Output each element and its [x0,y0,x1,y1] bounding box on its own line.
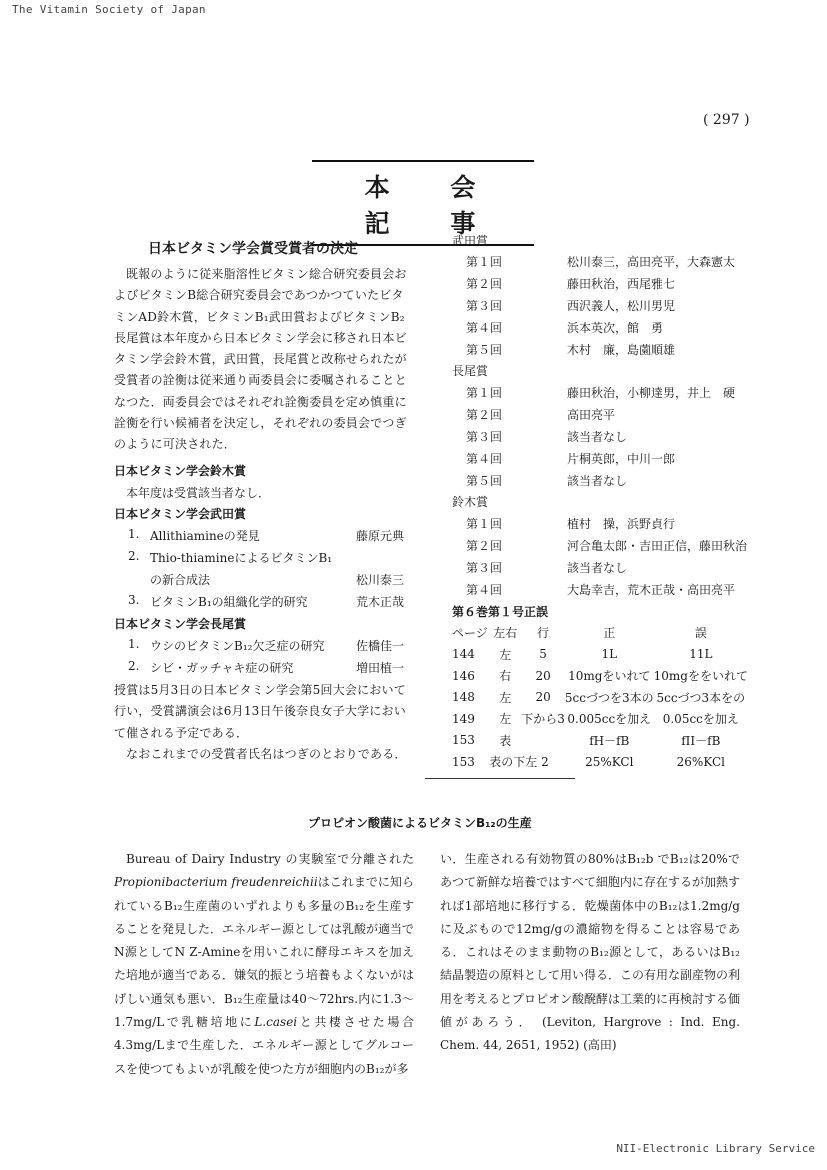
award-intro-paragraph [114,264,412,456]
article-right-body: い．生産される有効物質の80%はB₁₂b でB₁₂は20%であつて新鮮な培養ではすべて細胞内に存在するが加熱すれば1部培地に移行する．乾燥菌体中のB₁₂は1.2mg/gに及ぶもので12mg/gの濃縮物を得ることは容易である．これはそのまま動物のB₁₂源として，あるいはB₁₂結晶製造の原料として用い得る．この有用な副産物の利用を考えるとプロピオン酸醗酵は工業的に再検討する価値があろう． [440,852,741,1030]
nagao-winners-4: 片桐英郎，中川一郎 [567,452,676,466]
nagao-item-1-title: ウシのビタミンB₁₂欠乏症の研究 [150,639,325,653]
errata-cell: 10mgををいれて [653,669,748,684]
takeda-item-2-title: Thio-thiamineによるビタミンB₁ [150,551,333,565]
errata-cell [521,730,565,752]
suzuki-winners-1: 植村 操，浜野貞行 [567,517,676,531]
errata-cell: 153 [452,733,475,748]
errata-cell: 表の下左 2 [489,755,549,770]
errata-cell: 下から3 [521,712,565,727]
errata-cell: 0.005ccを加え [567,712,652,727]
takeda-round-3: 第３回 [466,299,503,313]
nagao-item-1-num: 1. [128,637,140,651]
errata-cell: 表 [499,733,512,748]
takeda-winners-3: 西沢義人，松川男児 [567,299,676,313]
page-title: 本 会 記 事 [364,173,502,238]
takeda-round-2: 第２回 [466,277,503,291]
nagao-past-label: 長尾賞 [452,364,489,378]
suzuki-round-1: 第１回 [466,517,503,531]
takeda-round-5: 第５回 [466,343,503,357]
errata-header-page: ページ [452,626,488,641]
ceremony-paragraph [114,680,412,765]
errata-cell: 144 [452,647,475,662]
errata-cell: 5 [539,647,547,662]
errata-cell: 10mgをいれて [568,669,651,684]
nagao-round-3: 第３回 [466,430,503,444]
errata-cell: 153 [452,754,475,769]
errata-cell: fII－fB [681,733,721,748]
nagao-winners-5: 該当者なし [567,474,628,488]
takeda-past-label: 武田賞 [452,234,489,248]
takeda-item-1-name: 藤原元典 [356,529,405,543]
errata-row [452,644,748,666]
header-society-name: The Vitamin Society of Japan [12,3,206,16]
errata-cell: 149 [452,711,475,726]
errata-cell: fH－fB [589,733,630,748]
errata-cell: 左 [499,647,512,662]
article-left-column [114,848,414,1081]
suzuki-winners-3: 該当者なし [567,561,628,575]
ceremony-text: 授賞は5月3日の日本ビタミン学会第5回大会において行い，受賞講演会は6月13日午後奈良女子大学において催される予定である． [114,683,406,740]
errata-header-correct: 正 [603,626,616,641]
suzuki-winners-2: 河合亀太郎・吉田正信，藤田秋治 [567,539,748,553]
suzuki-round-2: 第２回 [466,539,503,553]
errata-cell: 左 [499,690,512,705]
errata-header-side: 左右 [493,626,518,641]
takeda-winners-1: 松川泰三，高田亮平，大森憲太 [567,255,736,269]
errata-cell: 右 [499,669,512,684]
article-species-name-2: L.casei [254,1015,298,1030]
suzuki-award-heading: 日本ビタミン学会鈴木賞 [114,464,247,478]
article-author: (高田) [583,1038,617,1053]
errata-row [452,708,748,730]
errata-cell: 20 [535,690,551,705]
article-left-p1: Bureau of Dairy Industry の実験室で分離された [126,852,414,866]
nagao-winners-1: 藤田秋治，小柳達男，井上 硬 [567,386,736,400]
section-divider [425,778,575,779]
errata-row [452,730,748,752]
nagao-item-2-name: 増田植一 [356,661,405,675]
errata-cell: 146 [452,668,475,683]
nagao-item-2-title: シビ・ガッチャキ症の研究 [150,661,294,675]
takeda-award-heading: 日本ビタミン学会武田賞 [114,507,247,521]
suzuki-award-text: 本年度は受賞該当者なし． [126,486,271,500]
article-title: プロピオン酸菌によるビタミンB₁₂の生産 [308,816,532,830]
article-species-name: Propionibacterium freudenreichii [114,875,318,890]
errata-cell: 26%KCl [676,754,725,769]
nagao-winners-3: 該当者なし [567,430,628,444]
article-left-p3: と共棲させた場合4.3mg/Lまで生産した．エネルギー源としてグルコースを使つてもよいが乳酸を使つた方が細胞内のB₁₂が多 [114,1015,414,1076]
takeda-item-2-title-cont: の新合成法 [150,573,211,587]
page-number: ( 297 ) [703,112,750,128]
nagao-winners-2: 高田亮平 [567,408,616,422]
article-citation: (Leviton, Hargrove : Ind. Eng. Chem. 44, 2651, 1952) [440,1015,740,1053]
nagao-round-2: 第２回 [466,408,503,422]
nagao-round-5: 第５回 [466,474,503,488]
suzuki-past-label: 鈴木賞 [452,495,489,509]
errata-cell: 11L [689,647,713,662]
errata-table [452,622,748,773]
takeda-item-1-num: 1. [128,527,140,541]
nagao-award-heading: 日本ビタミン学会長尾賞 [114,617,247,631]
takeda-item-2-num: 2. [128,549,140,563]
nagao-round-4: 第４回 [466,452,503,466]
errata-title: 第６巻第１号正誤 [452,605,549,619]
footer-library-service: NII-Electronic Library Service [616,1142,815,1155]
article-left-p2: はこれまでに知られているB₁₂生産菌のいずれよりも多量のB₁₂を生産することを発見した．エネルギー源としては乳酸が適当でN源としてN Z-Amineを用いこれに酵母エキスを加えた培地が適当である．嫌気的振とう培養もよくないがはげしい通気も悪い．B₁₂生産量は40～72hrs.内に1.3～1.7mg/Lで乳糖培地に [114,875,415,1030]
takeda-item-1-title: Allithiamineの発見 [150,529,260,543]
takeda-round-1: 第１回 [466,255,503,269]
suzuki-round-4: 第４回 [466,583,503,597]
errata-cell: 20 [535,668,551,683]
errata-header-line: 行 [537,626,550,641]
errata-cell: 25%KCl [585,754,634,769]
article-left-text [114,848,414,1081]
errata-cell: 左 [499,712,512,727]
errata-row [452,665,748,687]
errata-header-row [452,622,748,644]
errata-row [452,751,748,773]
takeda-item-3-name: 荒木正哉 [356,595,405,609]
suzuki-round-3: 第３回 [466,561,503,575]
award-section-title: 日本ビタミン学会賞受賞者の決定 [148,241,358,257]
takeda-winners-5: 木村 廉，島薗順雄 [567,343,676,357]
suzuki-winners-4: 大島幸吉，荒木正哉・高田亮平 [567,583,736,597]
nagao-item-2-num: 2. [128,659,140,673]
takeda-item-2-name: 松川泰三 [356,573,405,587]
takeda-round-4: 第４回 [466,321,503,335]
errata-row [452,687,748,709]
errata-cell: 5ccづつを3本の [564,690,654,705]
errata-cell: 1L [601,647,618,662]
award-intro-text: 既報のように従来脂溶性ビタミン総合研究委員会およびビタミンB総合研究委員会であつかつていたビタミンAD鈴木賞，ビタミンB₁武田賞およびビタミンB₂長尾賞は本年度から日本ビタミン学会に移され日本ビタミン学会鈴木賞，武田賞，長尾賞と改称せられたが受賞者の詮衡は従来通り両委員会に委嘱されることとなつた．両委員会ではそれぞれ詮衡委員を定め慎重に詮衡を行い候補者を決定し，それぞれの委員会でつぎのように可決された． [114,267,407,452]
takeda-item-3-title: ビタミンB₁の組織化学的研究 [150,595,308,609]
takeda-winners-2: 藤田秋治，西尾雅七 [567,277,676,291]
errata-cell: 5ccづつ3本をの [656,690,746,705]
nagao-round-1: 第１回 [466,386,503,400]
article-right-text [440,848,740,1058]
errata-cell: 148 [452,690,475,705]
article-right-column [440,848,740,1058]
errata-header-wrong: 誤 [694,626,707,641]
errata-cell: 0.05ccを加え [662,712,739,727]
takeda-item-3-num: 3. [128,593,140,607]
page-title-block [312,160,534,246]
nagao-item-1-name: 佐橋佳一 [356,639,405,653]
takeda-winners-4: 浜本英次，館 勇 [567,321,664,335]
past-winners-note: なおこれまでの受賞者氏名はつぎのとおりである． [126,746,407,761]
